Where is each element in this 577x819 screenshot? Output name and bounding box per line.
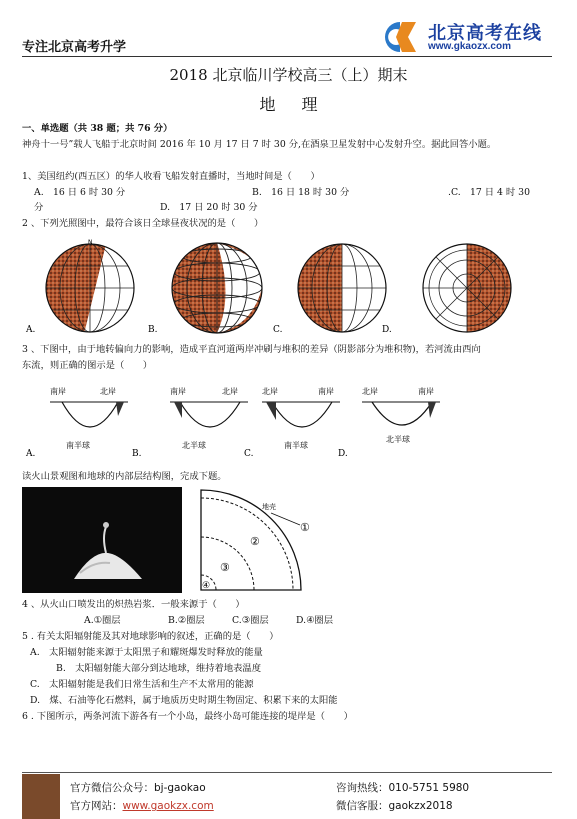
q4-option-c[interactable]: C.③圈层 <box>232 615 269 626</box>
q4-option-d[interactable]: D.④圈层 <box>296 615 334 626</box>
logo-icon <box>372 18 426 56</box>
globe-a[interactable] <box>42 241 142 336</box>
q3-stem: 3 、下图中，由于地转偏向力的影响，造成平直河道两岸冲刷与堆积的差异（阴影部分为堆积物)，若河流由西向 <box>22 344 481 355</box>
a-right-bank: 北岸 <box>100 387 116 396</box>
section-heading: 一、单选题（共 38 题；共 76 分） <box>22 123 173 134</box>
q2-label-d: D. <box>382 325 392 335</box>
globe-b[interactable] <box>167 241 267 336</box>
logo-url[interactable]: www.gkaozx.com <box>428 41 511 52</box>
q3-river-figures <box>22 380 552 460</box>
q1-option-a[interactable]: A. 16 日 6 时 30 分 <box>34 187 126 198</box>
a-left-bank: 南岸 <box>50 387 66 396</box>
footer-site-link[interactable]: www.gaokzx.com <box>122 800 214 812</box>
c-left-bank: 北岸 <box>262 387 278 396</box>
river-section-b[interactable] <box>170 386 248 450</box>
page-title: 2018 北京临川学校高三（上）期末 <box>169 66 408 84</box>
footer-service: 微信客服：gaokzx2018 <box>336 800 453 812</box>
d-right-bank: 南岸 <box>418 387 434 396</box>
footer-accent-block <box>22 774 60 819</box>
section-intro: 神舟十一号”载人飞船于北京时间 2016 年 10 月 17 日 7 时 30 分,在酒泉卫星发射中心发射升空。据此回答小题。 <box>22 139 497 150</box>
b-left-bank: 南岸 <box>170 387 186 396</box>
subject-title: 地理 <box>259 95 344 114</box>
north-label: N <box>88 239 93 246</box>
volcano-photo <box>22 487 182 593</box>
q1-option-c[interactable]: .C. 17 日 4 时 30 <box>448 187 530 198</box>
q5-stem: 5 . 有关太阳辐射能及其对地球影响的叙述，正确的是（ ） <box>22 631 279 642</box>
footer-divider <box>22 772 552 773</box>
q2-label-b: B. <box>148 325 158 335</box>
q3-label-d: D. <box>338 449 348 459</box>
q5-option-d[interactable]: D. 煤、石油等化石燃料，属于地质历史时期生物固定、积累下来的太阳能 <box>30 695 338 706</box>
header-divider <box>22 56 552 57</box>
b-right-bank: 北岸 <box>222 387 238 396</box>
logo-name: 北京高考在线 <box>428 23 542 43</box>
q5-option-c[interactable]: C. 太阳辐射能是我们日常生活和生产不太常用的能源 <box>30 679 254 690</box>
a-hemisphere: 南半球 <box>66 441 90 450</box>
q2-globe-figures <box>22 236 552 336</box>
layer-4-label: ④ <box>202 581 211 591</box>
footer-site <box>70 798 214 813</box>
q4-option-a[interactable]: A.①圈层 <box>84 615 121 626</box>
q3-label-c: C. <box>244 449 254 459</box>
q4-stem: 4 、从火山口喷发出的炽热岩浆．一般来源于（ ） <box>22 599 245 610</box>
crust-label: 地壳 <box>262 503 276 511</box>
volcano-intro: 读火山景观图和地球的内部层结构图，完成下题。 <box>22 471 227 482</box>
b-hemisphere: 北半球 <box>182 441 206 450</box>
c-hemisphere: 南半球 <box>284 441 308 450</box>
q4-option-b[interactable]: B.②圈层 <box>168 615 205 626</box>
q3-label-a: A. <box>26 449 36 459</box>
footer-wechat: 官方微信公众号：bj-gaokao <box>70 782 206 794</box>
layer-1-label: ① <box>300 521 310 534</box>
layer-3-label: ③ <box>220 561 230 574</box>
d-left-bank: 北岸 <box>362 387 378 396</box>
q1-option-b[interactable]: B. 16 日 18 时 30 分 <box>252 187 350 198</box>
earth-layers-diagram <box>196 485 326 595</box>
header-slogan: 专注北京高考升学 <box>22 39 127 54</box>
footer-hotline: 咨询热线：010-5751 5980 <box>336 782 470 794</box>
q1-option-c-cont: 分 <box>34 202 44 213</box>
q6-stem: 6 . 下图所示，两条河流下游各有一个小岛，最终小岛可能连接的堤岸是（ ） <box>22 711 353 722</box>
q5-option-a[interactable]: A. 太阳辐射能来源于太阳黑子和耀斑爆发时释放的能量 <box>30 647 263 658</box>
river-section-c[interactable] <box>262 386 340 450</box>
q2-label-c: C. <box>273 325 283 335</box>
d-hemisphere: 北半球 <box>386 435 410 444</box>
river-section-a[interactable] <box>50 386 128 450</box>
q2-stem: 2 、下列光照图中，最符合该日全球昼夜状况的是（ ） <box>22 218 264 229</box>
q1-option-d[interactable]: D. 17 日 20 时 30 分 <box>160 202 258 213</box>
q3-stem-cont: 东流，则正确的图示是（ ） <box>22 360 153 371</box>
q2-label-a: A. <box>26 325 36 335</box>
footer-site-label: 官方网站： <box>70 800 123 812</box>
q1-stem: 1、美国纽约(西五区）的华人收看飞船发射直播时，当地时间是（ ） <box>22 171 320 182</box>
q5-option-b[interactable]: B. 太阳辐射能大部分到达地球，维持着地表温度 <box>56 663 262 674</box>
q3-label-b: B. <box>132 449 142 459</box>
river-section-d[interactable] <box>362 386 440 444</box>
c-right-bank: 南岸 <box>318 387 334 396</box>
layer-2-label: ② <box>250 535 260 548</box>
